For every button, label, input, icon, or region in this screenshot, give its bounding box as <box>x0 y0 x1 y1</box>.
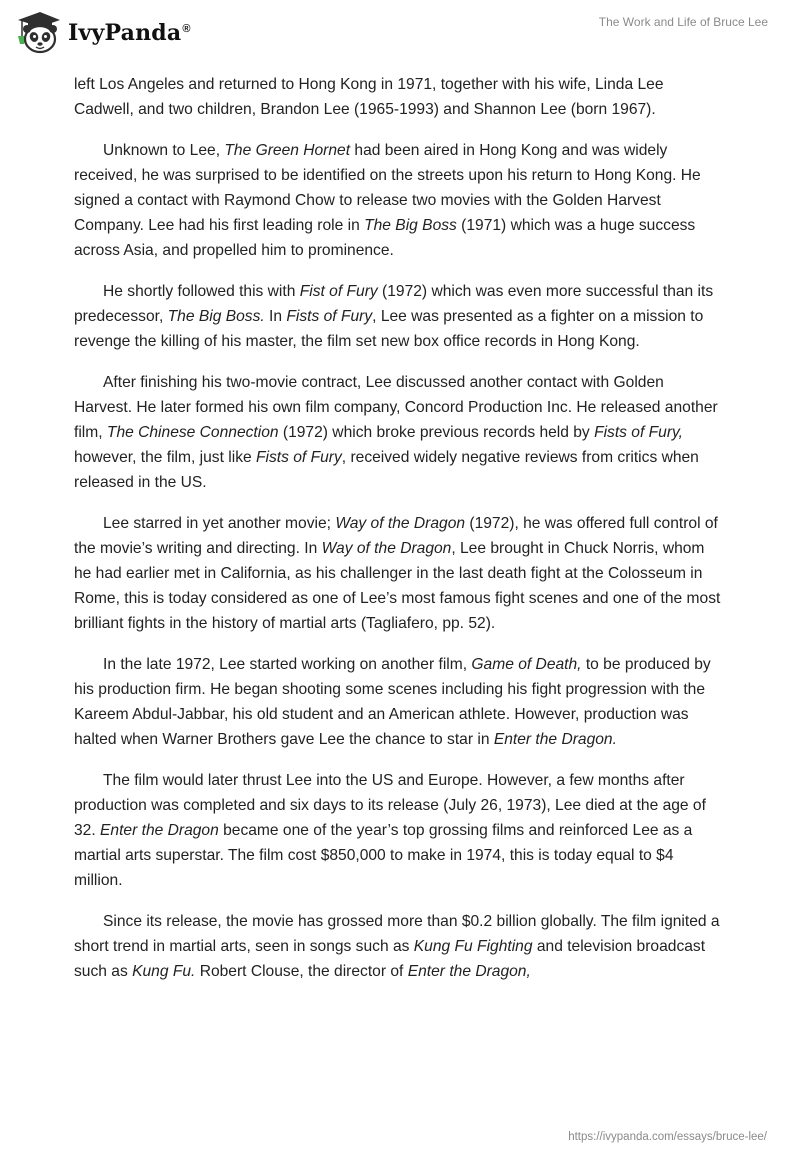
text-run: , Lee was presented as a fighter on a mission to revenge the killing of his master, the film set new box office records in Hong Kong. <box>74 308 704 350</box>
text-run: (1972), he was offered full control of the movie’s writing and directing. In <box>74 515 718 557</box>
text-run: , Lee brought in Chuck Norris, whom he had earlier met in California, as his challenger in the last death fight at the Colosseum in Rome, this is today considered as one of Lee’s most famous fight scenes and one of the most brilliant fights in the history of martial arts (Tagliafero, pp. 52). <box>74 540 721 632</box>
text-run: and television broadcast such as <box>74 938 706 980</box>
brand-logo[interactable] <box>14 10 191 54</box>
document-title: The Work and Life of Bruce Lee <box>598 15 768 29</box>
text-run: After finishing his two-movie contract, Lee discussed another contact with Golden Harvest. He later formed his own film company, Concord Production Inc. He released another film, <box>74 374 718 441</box>
italic-title: Fists of Fury <box>286 308 373 325</box>
text-run: had been aired in Hong Kong and was widely received, he was surprised to be identified on the streets upon his return to Hong Kong. He signed a contact with Raymond Chow to release two movies with the Golden Harvest Company. Lee had his first leading role in <box>74 142 701 234</box>
paragraph <box>74 370 724 495</box>
essay-body <box>74 72 724 1000</box>
text-run: In the late 1972, Lee started working on another film, <box>103 656 472 673</box>
italic-title: Kung Fu Fighting <box>413 938 533 955</box>
text-run: to be produced by his production firm. He began shooting some scenes including his fight progression with the Kareem Abdul-Jabbar, his old student and an American athlete. However, production was halted when Warner Brothers gave Lee the chance to star in <box>74 656 711 748</box>
registered-mark: ® <box>182 22 191 35</box>
italic-title: Enter the Dragon <box>100 822 219 839</box>
text-run: Robert Clouse, the director of <box>195 963 408 980</box>
italic-title: The Big Boss. <box>167 308 265 325</box>
paragraph <box>74 652 724 752</box>
paragraph <box>74 279 724 354</box>
panda-graduation-cap-icon <box>14 10 62 54</box>
italic-title: The Big Boss <box>364 217 457 234</box>
italic-title: Kung Fu. <box>132 963 196 980</box>
italic-title: Fist of Fury <box>299 283 378 300</box>
text-run: The film would later thrust Lee into the US and Europe. However, a few months after production was completed and six days to its release (July 26, 1973), Lee died at the age of 32. <box>74 772 706 839</box>
paragraph <box>74 138 724 263</box>
paragraph <box>74 72 724 122</box>
brand-name: IvyPanda® <box>68 20 191 46</box>
paragraph <box>74 511 724 636</box>
text-run: became one of the year’s top grossing films and reinforced Lee as a martial arts superstar. The film cost $850,000 to make in 1974, this is today equal to $4 million. <box>74 822 693 889</box>
source-url[interactable]: https://ivypanda.com/essays/bruce-lee/ <box>568 1131 767 1143</box>
text-run: He shortly followed this with <box>103 283 300 300</box>
paragraph <box>74 768 724 893</box>
italic-title: The Green Hornet <box>224 142 351 159</box>
text-run: Since its release, the movie has grossed more than $0.2 billion globally. The film ignited a short trend in martial arts, seen in songs such as <box>74 913 720 955</box>
text-run: Unknown to Lee, <box>103 142 225 159</box>
text-run: Lee starred in yet another movie; <box>103 515 336 532</box>
italic-title: Enter the Dragon, <box>407 963 531 980</box>
text-run: (1972) which broke previous records held by <box>278 424 595 441</box>
text-run: however, the film, just like <box>74 449 257 466</box>
page-header <box>0 0 800 70</box>
italic-title: Game of Death, <box>471 656 582 673</box>
italic-title: Enter the Dragon. <box>493 731 617 748</box>
italic-title: Fists of Fury, <box>594 424 684 441</box>
italic-title: Fists of Fury <box>256 449 342 466</box>
italic-title: The Chinese Connection <box>106 424 279 441</box>
text-run: (1971) which was a huge success across Asia, and propelled him to prominence. <box>74 217 696 259</box>
italic-title: Way of the Dragon <box>321 540 452 557</box>
paragraph <box>74 909 724 984</box>
text-run: (1972) which was even more successful than its predecessor, <box>74 283 714 325</box>
text-run: , received widely negative reviews from critics when released in the US. <box>74 449 699 491</box>
text-run: left Los Angeles and returned to Hong Kong in 1971, together with his wife, Linda Lee Cadwell, and two children, Brandon Lee (1965-1993) and Shannon Lee (born 1967). <box>74 76 664 118</box>
italic-title: Way of the Dragon <box>335 515 466 532</box>
text-run: In <box>264 308 287 325</box>
